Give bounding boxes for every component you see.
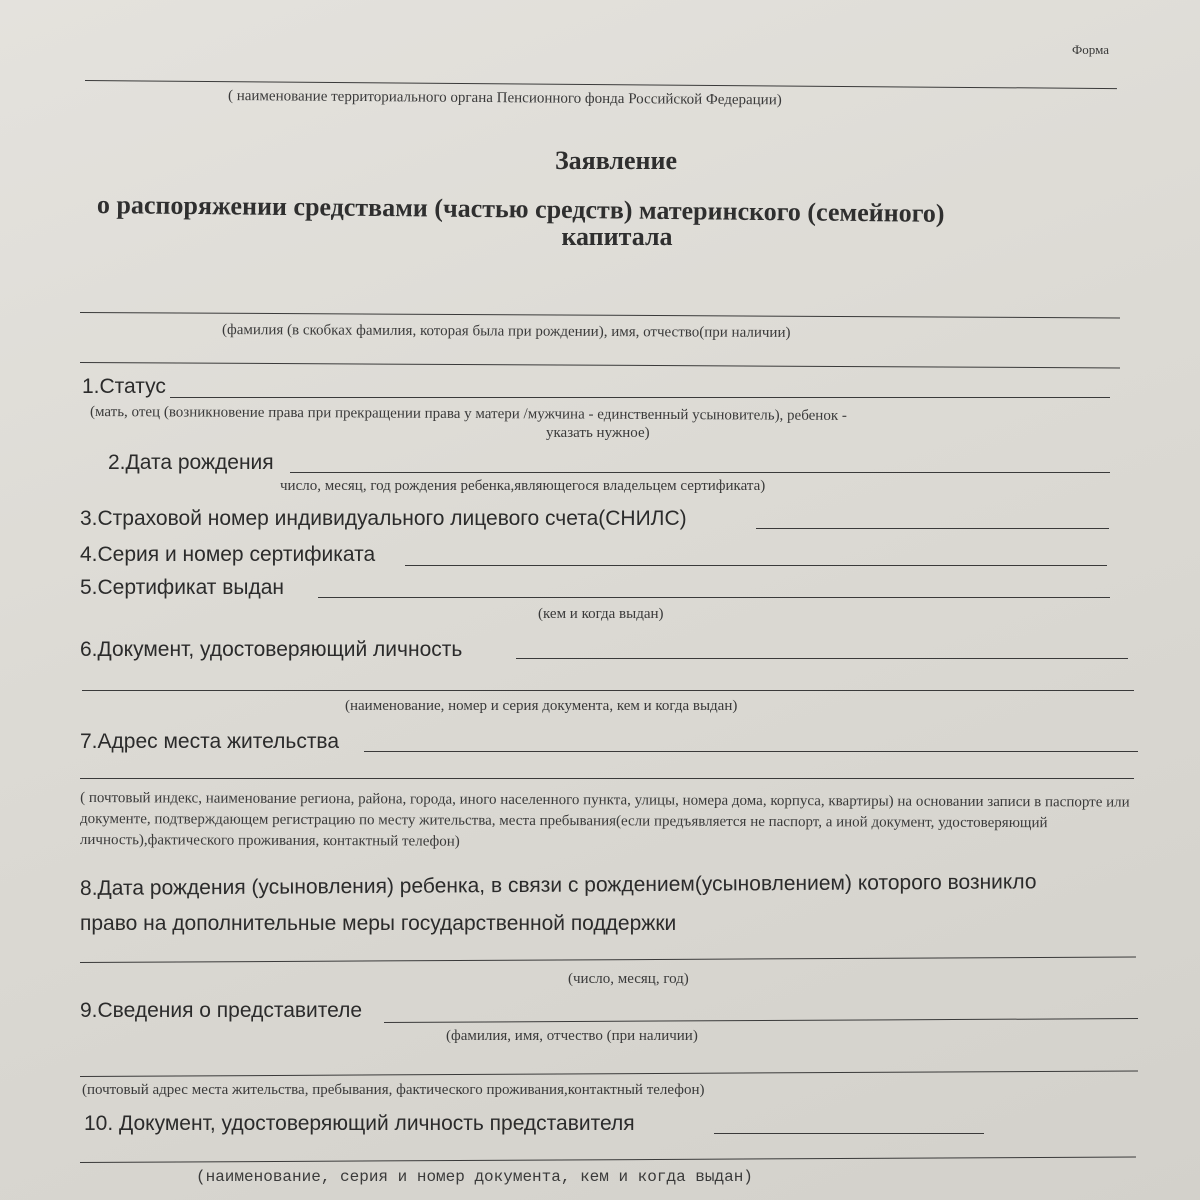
birth-date-label: 2.Дата рождения [108,451,274,474]
applicant-name-caption: (фамилия (в скобках фамилия, которая была при рождении), имя, отчество(при наличии) [221,322,791,341]
rep-doc-input-line[interactable] [714,1133,984,1134]
address-input-line[interactable] [364,751,1138,752]
status-hint-cont: указать нужное) [546,425,650,441]
address-label: 7.Адрес места жительства [80,730,340,753]
cert-issued-label: 5.Сертификат выдан [80,576,285,599]
page-title: Заявление [554,146,678,175]
snils-label: 3.Страховой номер индивидуального лицевого счета(СНИЛС) [80,507,687,530]
id-doc-hint: (наименование, номер и серия документа, кем и когда выдан) [345,698,738,714]
id-doc-input-line[interactable] [516,658,1128,659]
rep-address-hint: (почтовый адрес места жительства, пребывания, фактического проживания,контактный телефон) [82,1082,705,1098]
rep-doc-input-line-2[interactable] [80,1156,1136,1163]
status-label: 1.Статус [82,375,166,398]
cert-issued-input-line[interactable] [318,597,1110,598]
rep-doc-hint: (наименование, серия и номер документа, кем и когда выдан) [196,1168,753,1186]
page-subtitle: о распоряжении средствами (частью средств) материнского (семейного) [96,190,945,228]
rep-name-hint: (фамилия, имя, отчество (при наличии) [446,1028,698,1044]
form-label: Форма [1072,42,1109,57]
cert-issued-hint: (кем и когда выдан) [538,606,664,622]
child-birth-label: 8.Дата рождения (усыновления) ребенка, в связи с рождением(усыновлением) которого возникло [79,870,1037,900]
child-birth-hint: (число, месяц, год) [568,971,689,987]
birth-date-hint: число, месяц, год рождения ребенка,являющегося владельцем сертификата) [280,478,766,494]
organ-caption: ( наименование территориального органа Пенсионного фонда Российской Федерации) [227,88,782,109]
rep-name-input-line[interactable] [384,1018,1138,1023]
rep-label: 9.Сведения о представителе [80,999,363,1022]
rep-doc-label: 10. Документ, удостоверяющий личность представителя [84,1112,635,1135]
address-hint: ( почтовый индекс, наименование региона, района, города, иного населенного пункта, улицы, номера дома, корпуса, квартиры) на основании записи в паспорте или документе, подтверждающем регистрацию по месту жительства, места пребывания(если предъявляется не паспорт, а иной документ, удостоверяющий личность),фактического проживания, контактный телефон) [79,790,1130,850]
status-hint: (мать, отец (возникновение права при прекращении права у матери /мужчина - единственный усыновитель), ребенок - [89,404,847,424]
page-subtitle-end: капитала [561,222,673,251]
applicant-name-line-2[interactable] [80,362,1120,368]
birth-date-input-line[interactable] [290,472,1110,473]
status-input-line[interactable] [170,397,1110,398]
address-input-line-2[interactable] [80,778,1134,779]
id-doc-label: 6.Документ, удостоверяющий личность [80,638,463,661]
id-doc-input-line-2[interactable] [82,690,1134,691]
child-birth-label-cont: право на дополнительные меры государственной поддержки [80,912,677,935]
applicant-name-line[interactable] [80,312,1120,318]
snils-input-line[interactable] [756,528,1109,529]
cert-number-input-line[interactable] [405,565,1107,566]
rep-address-input-line[interactable] [80,1070,1138,1077]
child-birth-input-line[interactable] [80,956,1136,963]
cert-number-label: 4.Серия и номер сертификата [80,543,376,566]
